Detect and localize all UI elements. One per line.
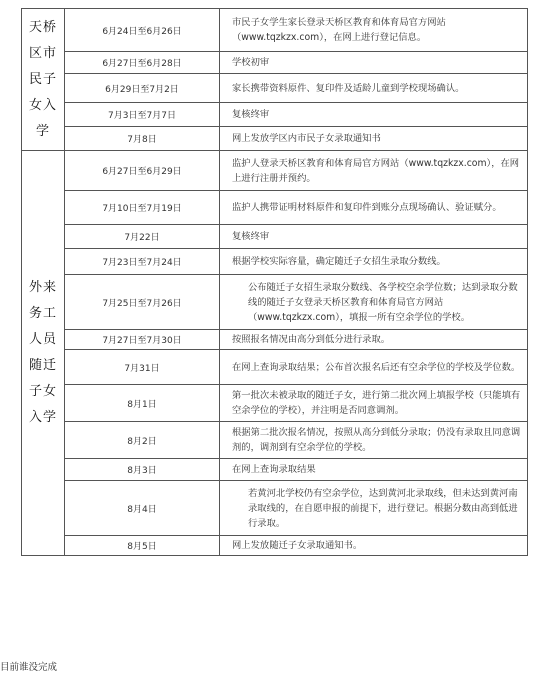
category-label-line: 人员 — [28, 332, 57, 347]
description-text: 家长携带资料原件、复印件及适龄儿童到学校现场确认。 — [232, 82, 465, 94]
description-text: 监护人登录天桥区教育和体育局官方网站（www.tqzkzx.com），在网上进行注册并预约。 — [232, 157, 520, 184]
description-cell — [220, 9, 528, 52]
schedule-row — [22, 127, 528, 151]
schedule-row — [22, 225, 528, 249]
category-label-line: 民子 — [28, 71, 57, 87]
schedule-row — [22, 330, 528, 350]
date-cell: 6月27日至6月29日 — [65, 151, 220, 191]
date-cell: 7月23日至7月24日 — [65, 249, 220, 275]
description-cell — [220, 385, 528, 422]
category-label-line: 外来 — [28, 280, 57, 295]
schedule-row — [22, 9, 528, 52]
description-cell — [220, 74, 528, 103]
description-cell — [220, 275, 528, 330]
schedule-row — [22, 249, 528, 275]
description-text: 网上发放随迁子女录取通知书。 — [232, 540, 363, 551]
description-text: 市民子女学生家长登录天桥区教育和体育局官方网站（www.tqzkzx.com），在网上进行登记信息。 — [232, 17, 446, 43]
description-cell — [220, 422, 528, 459]
category-cell — [22, 9, 65, 151]
description-text: 学校初审 — [232, 57, 270, 68]
category-label-line: 学 — [35, 123, 50, 139]
category-label-line: 天桥 — [28, 19, 57, 35]
description-cell — [220, 249, 528, 275]
category-cell — [22, 151, 65, 556]
schedule-row — [22, 385, 528, 422]
description-text: 按照报名情况由高分到低分进行录取。 — [232, 334, 391, 345]
date-cell: 6月29日至7月2日 — [65, 74, 220, 103]
date-cell: 8月4日 — [65, 481, 220, 536]
description-text: 若黄河北学校仍有空余学位，达到黄河北录取线，但未达到黄河南录取线的，在自愿申报的前提下，进行登记。根据分数由高到低进行录取。 — [248, 487, 518, 529]
description-cell — [220, 191, 528, 225]
date-cell: 7月27日至7月30日 — [65, 330, 220, 350]
description-text: 在网上查询录取结果；公布首次报名后还有空余学位的学校及学位数。 — [232, 361, 521, 373]
description-cell — [220, 103, 528, 127]
category-label-line: 务工 — [28, 306, 57, 321]
schedule-row — [22, 422, 528, 459]
description-text: 监护人携带证明材料原件和复印件到账分点现场确认、验证赋分。 — [232, 202, 502, 213]
description-text: 复核终审 — [232, 231, 270, 242]
date-cell: 7月10日至7月19日 — [65, 191, 220, 225]
date-cell: 8月2日 — [65, 422, 220, 459]
description-cell — [220, 330, 528, 350]
date-cell: 7月3日至7月7日 — [65, 103, 220, 127]
description-cell — [220, 481, 528, 536]
category-label-line: 女入 — [28, 97, 57, 113]
description-cell — [220, 225, 528, 249]
date-cell: 6月27日至6月28日 — [65, 52, 220, 74]
schedule-row — [22, 151, 528, 191]
date-cell: 8月3日 — [65, 459, 220, 481]
schedule-row — [22, 459, 528, 481]
schedule-row — [22, 350, 528, 385]
enrollment-schedule-table — [21, 8, 528, 556]
description-text: 在网上查询录取结果 — [232, 464, 316, 475]
category-label-line: 随迁 — [28, 358, 57, 373]
description-cell — [220, 52, 528, 74]
schedule-row — [22, 52, 528, 74]
description-text: 根据学校实际容量，确定随迁子女招生录取分数线。 — [232, 256, 446, 267]
description-cell — [220, 350, 528, 385]
cut-off-footer-text: 目前谁没完成 — [0, 662, 58, 673]
description-text: 网上发放学区内市民子女录取通知书 — [232, 133, 381, 144]
description-cell — [220, 127, 528, 151]
category-label-line: 入学 — [28, 410, 57, 425]
date-cell: 7月25日至7月26日 — [65, 275, 220, 330]
schedule-row — [22, 481, 528, 536]
description-text: 根据第二批次报名情况，按照从高分到低分录取；仍没有录取且同意调剂的，调剂到有空余学位的学校。 — [232, 427, 521, 453]
description-text: 第一批次未被录取的随迁子女，进行第二批次网上填报学校（只能填有空余学位的学校），并注明是否同意调剂。 — [232, 390, 521, 416]
schedule-row — [22, 74, 528, 103]
schedule-body — [22, 9, 528, 556]
description-text: 复核终审 — [232, 109, 270, 120]
date-cell: 8月5日 — [65, 536, 220, 556]
date-cell: 6月24日至6月26日 — [65, 9, 220, 52]
date-cell: 7月22日 — [65, 225, 220, 249]
date-cell: 8月1日 — [65, 385, 220, 422]
schedule-row — [22, 103, 528, 127]
schedule-row — [22, 536, 528, 556]
description-text: 公布随迁子女招生录取分数线、各学校空余学位数；达到录取分数线的随迁子女登录天桥区教育和体育局官方网站（www.tqzkzx.com），填报一所有空余学位的学校。 — [248, 281, 518, 323]
schedule-row — [22, 275, 528, 330]
date-cell: 7月8日 — [65, 127, 220, 151]
category-label-line: 子女 — [28, 384, 57, 399]
schedule-row — [22, 191, 528, 225]
description-cell — [220, 536, 528, 556]
description-cell — [220, 459, 528, 481]
date-cell: 7月31日 — [65, 350, 220, 385]
description-cell — [220, 151, 528, 191]
category-label-line: 区市 — [28, 45, 57, 61]
